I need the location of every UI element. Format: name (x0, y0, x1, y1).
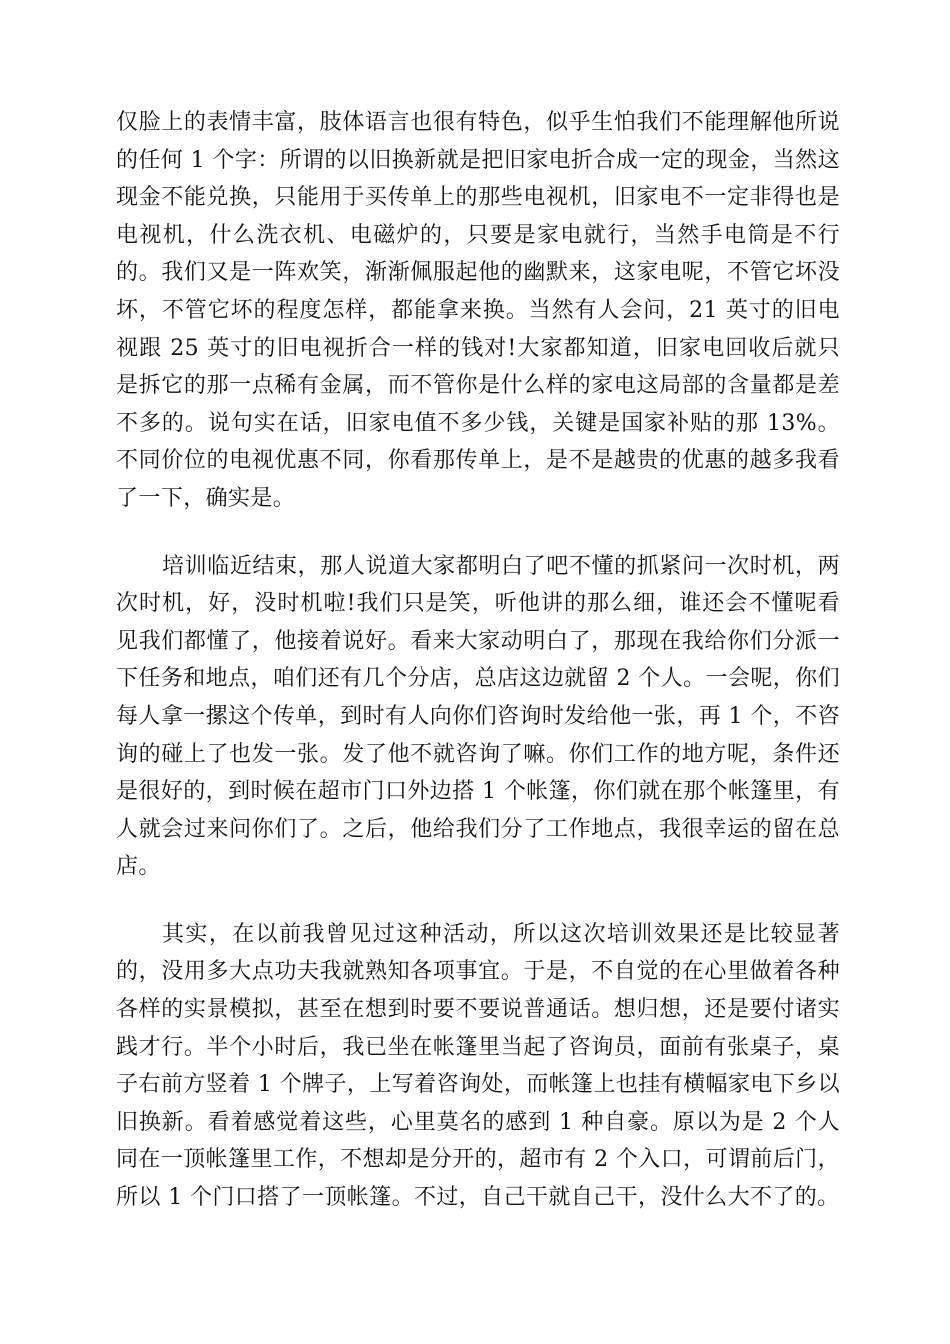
paragraph-2: 培训临近结束，那人说道大家都明白了吧不懂的抓紧问一次时机，两次时机，好，没时机啦!我们只是笑，听他讲的那么细，谁还会不懂呢看见我们都懂了，他接着说好。看来大家动明白了，那现在我给你们分派一下任务和地点，咱们还有几个分店，总店这边就留 2 个人。一会呢，你们每人拿一摞这个传单，到时有人向你们咨询时发给他一张，再 1 个，不咨询的碰上了也发一张。发了他不就咨询了嘛。你们工作的地方呢，条件还是很好的，到时候在超市门口外边搭 1 个帐篷，你们就在那个帐篷里，有人就会过来问你们了。之后，他给我们分了工作地点，我很幸运的留在总店。 (116, 553, 840, 880)
document-page (116, 104, 840, 1217)
paragraph-3: 其实，在以前我曾见过这种活动，所以这次培训效果还是比较显著的，没用多大点功夫我就熟知各项事宜。于是，不自觉的在心里做着各种各样的实景模拟，甚至在想到时要不要说普通话。想归想，还是要付诸实践才行。半个小时后，我已坐在帐篷里当起了咨询员，面前有张桌子，桌子右前方竖着 1 个牌子，上写着咨询处，而帐篷上也挂有横幅家电下乡以旧换新。看着感觉着这些，心里莫名的感到 1 种自豪。原以为是 2 个人同在一顶帐篷里工作，不想却是分开的，超市有 2 个入口，可谓前后门，所以 1 个门口搭了一顶帐篷。不过，自己干就自己干，没什么大不了的。 (116, 921, 840, 1211)
paragraph-1: 仅脸上的表情丰富，肢体语言也很有特色，似乎生怕我们不能理解他所说的任何 1 个字：所谓的以旧换新就是把旧家电折合成一定的现金，当然这现金不能兑换，只能用于买传单上的那些电视机，旧家电不一定非得也是电视机，什么洗衣机、电磁炉的，只要是家电就行，当然手电筒是不行的。我们又是一阵欢笑，渐渐佩服起他的幽默来，这家电呢，不管它坏没坏，不管它坏的程度怎样，都能拿来换。当然有人会问，21 英寸的旧电视跟 25 英寸的旧电视折合一样的钱对!大家都知道，旧家电回收后就只是拆它的那一点稀有金属，而不管你是什么样的家电这局部的含量都是差不多的。说句实在话，旧家电值不多少钱，关键是国家补贴的那 13%。不同价位的电视优惠不同，你看那传单上，是不是越贵的优惠的越多我看了一下，确实是。 (116, 110, 840, 511)
